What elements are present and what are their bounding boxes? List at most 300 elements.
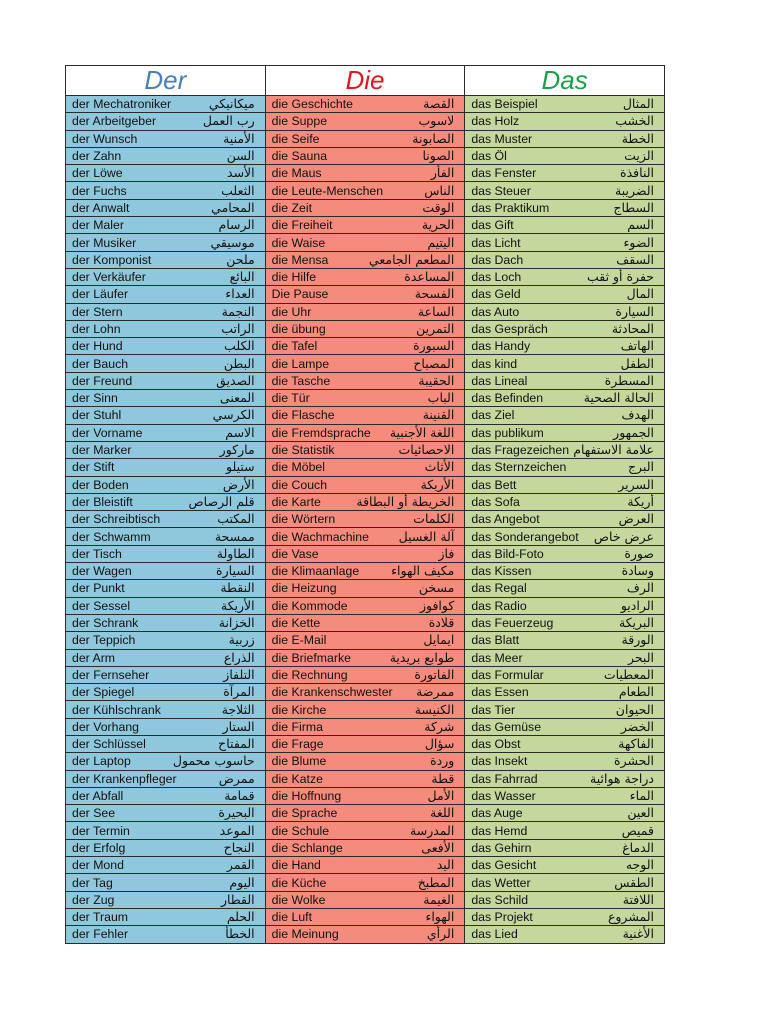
- der-entry: [66, 771, 265, 787]
- der-german-word: der Fuchs: [72, 183, 127, 198]
- der-arabic-translation: المحامي: [211, 199, 255, 215]
- table-row: [66, 580, 665, 597]
- das-arabic-translation: الضريبة: [615, 182, 654, 198]
- der-entry: [66, 528, 265, 544]
- das-entry: [465, 148, 664, 164]
- das-german-word: das Kissen: [471, 564, 532, 579]
- der-german-word: der Schwamm: [72, 529, 151, 544]
- table-body: [66, 96, 665, 944]
- der-german-word: der See: [72, 806, 116, 821]
- das-cell: [465, 234, 665, 251]
- die-cell: [265, 545, 465, 562]
- das-german-word: das Geld: [471, 287, 521, 302]
- der-german-word: der Erfolg: [72, 840, 126, 855]
- das-entry: [465, 822, 664, 838]
- das-entry: [465, 667, 664, 683]
- die-german-word: die Katze: [271, 771, 323, 786]
- die-cell: [265, 528, 465, 545]
- der-cell: [66, 476, 266, 493]
- das-entry: [465, 580, 664, 596]
- der-german-word: der Traum: [72, 910, 129, 925]
- die-german-word: die Wachmachine: [271, 529, 369, 544]
- das-entry: [465, 96, 664, 112]
- der-arabic-translation: الصديق: [216, 372, 255, 388]
- der-entry: [66, 650, 265, 666]
- das-german-word: das Handy: [471, 339, 531, 354]
- der-entry: [66, 580, 265, 596]
- die-entry: [266, 252, 465, 268]
- der-cell: [66, 666, 266, 683]
- der-german-word: der Stift: [72, 460, 115, 475]
- das-german-word: das Sternzeichen: [471, 460, 567, 475]
- das-cell: [465, 908, 665, 925]
- der-cell: [66, 147, 266, 164]
- das-entry: [465, 407, 664, 423]
- table-row: [66, 147, 665, 164]
- das-cell: [465, 217, 665, 234]
- der-cell: [66, 355, 266, 372]
- das-german-word: das Essen: [471, 685, 529, 700]
- der-german-word: der Sinn: [72, 391, 118, 406]
- das-german-word: das publikum: [471, 425, 544, 440]
- die-cell: [265, 199, 465, 216]
- der-arabic-translation: النجاح: [223, 839, 255, 855]
- der-entry: [66, 857, 265, 873]
- die-entry: [266, 304, 465, 320]
- die-cell: [265, 839, 465, 856]
- der-cell: [66, 632, 266, 649]
- das-cell: [465, 268, 665, 285]
- die-arabic-translation: ممرضة: [416, 684, 455, 700]
- die-entry: [266, 771, 465, 787]
- der-german-word: der Teppich: [72, 633, 136, 648]
- das-entry: [465, 650, 664, 666]
- die-arabic-translation: اليد: [436, 857, 455, 873]
- die-entry: [266, 788, 465, 804]
- der-entry: [66, 546, 265, 562]
- das-german-word: das Gift: [471, 218, 514, 233]
- die-arabic-translation: وردة: [430, 753, 455, 769]
- das-cell: [465, 597, 665, 614]
- das-german-word: das Befinden: [471, 391, 544, 406]
- die-arabic-translation: طوابع بريدية: [389, 649, 455, 665]
- der-entry: [66, 840, 265, 856]
- die-arabic-translation: شركة: [424, 718, 455, 734]
- die-german-word: die Lampe: [271, 356, 330, 371]
- das-arabic-translation: الخضر: [620, 718, 654, 734]
- die-arabic-translation: السبورة: [413, 338, 455, 354]
- die-cell: [265, 857, 465, 874]
- der-entry: [66, 338, 265, 354]
- table-row: [66, 684, 665, 701]
- der-german-word: der Tisch: [72, 546, 122, 561]
- die-cell: [265, 130, 465, 147]
- der-arabic-translation: ميكانيكي: [208, 96, 255, 112]
- das-arabic-translation: السقف: [616, 251, 654, 267]
- table-row: [66, 805, 665, 822]
- das-arabic-translation: المشروع: [607, 909, 654, 925]
- die-german-word: die Zeit: [271, 200, 312, 215]
- der-entry: [66, 200, 265, 216]
- der-entry: [66, 96, 265, 112]
- der-german-word: der Boden: [72, 477, 129, 492]
- das-german-word: das Hemd: [471, 823, 528, 838]
- die-entry: [266, 113, 465, 129]
- table-row: [66, 217, 665, 234]
- die-german-word: die Küche: [271, 875, 327, 890]
- die-german-word: die Waise: [271, 235, 326, 250]
- das-german-word: das Auge: [471, 806, 523, 821]
- das-arabic-translation: العرض: [618, 511, 654, 527]
- das-arabic-translation: الوجه: [625, 857, 654, 873]
- der-arabic-translation: الثلاجة: [221, 701, 255, 717]
- die-cell: [265, 770, 465, 787]
- der-entry: [66, 511, 265, 527]
- table-row: [66, 735, 665, 752]
- der-german-word: der Wagen: [72, 564, 132, 579]
- der-cell: [66, 130, 266, 147]
- die-arabic-translation: ايمايل: [423, 632, 455, 648]
- der-german-word: der Wunsch: [72, 131, 138, 146]
- das-german-word: das kind: [471, 356, 518, 371]
- das-arabic-translation: الطقس: [614, 874, 654, 890]
- der-german-word: der Schlüssel: [72, 737, 146, 752]
- der-entry: [66, 805, 265, 821]
- der-cell: [66, 268, 266, 285]
- table-row: [66, 718, 665, 735]
- das-arabic-translation: المال: [626, 286, 654, 302]
- das-arabic-translation: الرف: [626, 580, 654, 596]
- der-arabic-translation: النقطة: [220, 580, 255, 596]
- die-cell: [265, 407, 465, 424]
- die-entry: [266, 459, 465, 475]
- das-german-word: das Gemüse: [471, 719, 542, 734]
- das-arabic-translation: الطفل: [620, 355, 654, 371]
- der-entry: [66, 252, 265, 268]
- die-german-word: die Kette: [271, 616, 321, 631]
- das-arabic-translation: السرير: [618, 476, 654, 492]
- table-row: [66, 908, 665, 925]
- die-arabic-translation: الباب: [427, 390, 455, 406]
- der-arabic-translation: المكتب: [217, 511, 255, 527]
- das-arabic-translation: عرض خاص: [593, 528, 654, 544]
- der-arabic-translation: النجمة: [221, 303, 255, 319]
- die-cell: [265, 234, 465, 251]
- der-cell: [66, 338, 266, 355]
- das-cell: [465, 199, 665, 216]
- der-entry: [66, 113, 265, 129]
- das-entry: [465, 736, 664, 752]
- die-arabic-translation: الفسحة: [414, 286, 455, 302]
- header-die: Die: [265, 66, 465, 96]
- das-cell: [465, 390, 665, 407]
- das-arabic-translation: الضوء: [623, 234, 654, 250]
- table-row: [66, 822, 665, 839]
- die-entry: [266, 321, 465, 337]
- die-german-word: die Maus: [271, 166, 322, 181]
- das-entry: [465, 373, 664, 389]
- das-cell: [465, 735, 665, 752]
- das-cell: [465, 476, 665, 493]
- die-arabic-translation: الرأي: [426, 926, 455, 942]
- der-entry: [66, 459, 265, 475]
- das-entry: [465, 753, 664, 769]
- das-arabic-translation: الأغنية: [622, 926, 654, 942]
- der-german-word: der Läufer: [72, 287, 129, 302]
- table-row: [66, 926, 665, 943]
- der-cell: [66, 165, 266, 182]
- die-cell: [265, 182, 465, 199]
- die-german-word: die Frage: [271, 737, 324, 752]
- die-cell: [265, 147, 465, 164]
- das-cell: [465, 96, 665, 113]
- die-german-word: die übung: [271, 322, 326, 336]
- die-cell: [265, 390, 465, 407]
- der-cell: [66, 545, 266, 562]
- das-german-word: das Dach: [471, 252, 524, 267]
- das-entry: [465, 390, 664, 406]
- das-german-word: das Muster: [471, 131, 533, 146]
- table-row: [66, 407, 665, 424]
- das-arabic-translation: الراديو: [620, 597, 654, 613]
- der-entry: [66, 684, 265, 700]
- das-entry: [465, 528, 664, 544]
- der-entry: [66, 788, 265, 804]
- das-entry: [465, 442, 664, 458]
- das-arabic-translation: الفاكهة: [618, 736, 654, 752]
- die-cell: [265, 459, 465, 476]
- das-entry: [465, 217, 664, 233]
- die-entry: [266, 546, 465, 562]
- die-german-word: die Firma: [271, 719, 323, 734]
- der-cell: [66, 753, 266, 770]
- die-entry: [266, 200, 465, 216]
- das-arabic-translation: علامة الاستفهام: [573, 442, 654, 458]
- der-german-word: der Stern: [72, 304, 123, 319]
- das-arabic-translation: وسادة: [621, 563, 654, 579]
- die-arabic-translation: سؤال: [424, 736, 455, 752]
- die-cell: [265, 96, 465, 113]
- das-cell: [465, 372, 665, 389]
- der-arabic-translation: قلم الرصاص: [188, 493, 255, 509]
- der-entry: [66, 182, 265, 198]
- der-entry: [66, 563, 265, 579]
- der-arabic-translation: اليوم: [229, 874, 255, 890]
- der-entry: [66, 736, 265, 752]
- der-cell: [66, 286, 266, 303]
- die-cell: [265, 493, 465, 510]
- header-der: Der: [66, 66, 266, 96]
- der-entry: [66, 494, 265, 510]
- das-arabic-translation: الخشب: [615, 113, 654, 129]
- das-cell: [465, 649, 665, 666]
- der-german-word: der Fehler: [72, 927, 129, 942]
- die-arabic-translation: الصونا: [422, 148, 455, 164]
- die-entry: [266, 650, 465, 666]
- das-cell: [465, 407, 665, 424]
- der-arabic-translation: ماركور: [219, 442, 255, 458]
- der-arabic-translation: حاسوب محمول: [172, 753, 255, 769]
- das-cell: [465, 320, 665, 337]
- das-cell: [465, 165, 665, 182]
- der-entry: [66, 165, 265, 181]
- der-german-word: der Anwalt: [72, 200, 130, 215]
- die-arabic-translation: الكلمات: [413, 511, 455, 527]
- die-german-word: die Suppe: [271, 114, 328, 129]
- der-german-word: der Termin: [72, 823, 130, 838]
- der-entry: [66, 892, 265, 908]
- table-row: [66, 303, 665, 320]
- das-arabic-translation: النافذة: [620, 165, 654, 181]
- table-row: [66, 96, 665, 113]
- die-entry: [266, 563, 465, 579]
- table-row: [66, 476, 665, 493]
- die-entry: [266, 857, 465, 873]
- der-arabic-translation: المرآة: [223, 684, 255, 700]
- das-arabic-translation: الطعام: [618, 684, 654, 700]
- die-german-word: die Freiheit: [271, 218, 333, 233]
- das-entry: [465, 477, 664, 493]
- der-entry: [66, 598, 265, 614]
- die-arabic-translation: الوقت: [422, 199, 455, 215]
- die-cell: [265, 908, 465, 925]
- die-cell: [265, 217, 465, 234]
- das-cell: [465, 286, 665, 303]
- die-entry: [266, 494, 465, 510]
- der-german-word: der Laptop: [72, 754, 131, 769]
- das-entry: [465, 926, 664, 942]
- table-row: [66, 528, 665, 545]
- das-arabic-translation: الحيوان: [615, 701, 654, 717]
- das-entry: [465, 615, 664, 631]
- table-row: [66, 839, 665, 856]
- der-arabic-translation: الحلم: [226, 909, 255, 925]
- das-arabic-translation: حفرة أو ثقب: [586, 269, 654, 285]
- das-arabic-translation: الماء: [629, 788, 654, 804]
- der-arabic-translation: البائع: [229, 269, 255, 285]
- die-entry: [266, 217, 465, 233]
- die-cell: [265, 338, 465, 355]
- das-german-word: das Sofa: [471, 494, 520, 509]
- table-row: [66, 338, 665, 355]
- die-cell: [265, 926, 465, 943]
- der-german-word: der Verkäufer: [72, 270, 146, 285]
- der-german-word: der Vorhang: [72, 719, 140, 734]
- der-arabic-translation: ممسحة: [214, 528, 255, 544]
- der-arabic-translation: رب العمل: [202, 113, 255, 129]
- die-german-word: die Flasche: [271, 408, 335, 423]
- die-german-word: die Kirche: [271, 702, 327, 717]
- der-cell: [66, 493, 266, 510]
- der-cell: [66, 320, 266, 337]
- der-arabic-translation: العداء: [225, 286, 255, 302]
- die-german-word: die Sprache: [271, 806, 338, 821]
- das-german-word: das Beispiel: [471, 97, 538, 112]
- der-arabic-translation: الثعلب: [221, 182, 255, 198]
- der-cell: [66, 372, 266, 389]
- die-cell: [265, 805, 465, 822]
- table-row: [66, 234, 665, 251]
- das-german-word: das Regal: [471, 581, 527, 596]
- table-row: [66, 891, 665, 908]
- das-cell: [465, 926, 665, 943]
- der-german-word: der Lohn: [72, 322, 121, 336]
- der-arabic-translation: الذراع: [223, 649, 255, 665]
- der-entry: [66, 753, 265, 769]
- der-german-word: der Krankenpfleger: [72, 771, 177, 786]
- das-german-word: das Gehirn: [471, 840, 532, 855]
- das-german-word: das Licht: [471, 235, 521, 250]
- der-entry: [66, 286, 265, 302]
- das-cell: [465, 666, 665, 683]
- die-arabic-translation: لاسوب: [418, 113, 455, 129]
- die-entry: [266, 892, 465, 908]
- der-cell: [66, 182, 266, 199]
- das-arabic-translation: الهاتف: [620, 338, 654, 354]
- die-german-word: die Tasche: [271, 373, 331, 388]
- der-cell: [66, 251, 266, 268]
- das-german-word: das Schild: [471, 892, 529, 907]
- der-cell: [66, 735, 266, 752]
- der-german-word: der Schreibtisch: [72, 512, 161, 527]
- der-cell: [66, 649, 266, 666]
- die-entry: [266, 701, 465, 717]
- table-row: [66, 199, 665, 216]
- die-german-word: die Meinung: [271, 927, 339, 942]
- der-cell: [66, 459, 266, 476]
- table-row: [66, 770, 665, 787]
- die-cell: [265, 822, 465, 839]
- das-entry: [465, 701, 664, 717]
- das-german-word: das Tier: [471, 702, 516, 717]
- das-cell: [465, 874, 665, 891]
- die-german-word: die Schlange: [271, 840, 343, 855]
- das-german-word: das Gesicht: [471, 858, 537, 873]
- das-cell: [465, 338, 665, 355]
- der-arabic-translation: الأريكة: [220, 597, 255, 613]
- die-arabic-translation: مكيف الهواء: [391, 563, 455, 579]
- das-entry: [465, 788, 664, 804]
- der-german-word: der Stuhl: [72, 408, 122, 423]
- das-german-word: das Steuer: [471, 183, 531, 198]
- table-row: [66, 632, 665, 649]
- der-arabic-translation: الأرض: [222, 476, 255, 492]
- das-arabic-translation: الورقة: [621, 632, 654, 648]
- table-row: [66, 441, 665, 458]
- die-cell: [265, 787, 465, 804]
- das-german-word: das Blatt: [471, 633, 520, 648]
- das-arabic-translation: المثال: [622, 96, 654, 112]
- der-arabic-translation: المفتاح: [218, 736, 255, 752]
- das-cell: [465, 182, 665, 199]
- der-cell: [66, 908, 266, 925]
- das-entry: [465, 252, 664, 268]
- das-german-word: das Auto: [471, 304, 520, 319]
- das-entry: [465, 304, 664, 320]
- die-german-word: die Tür: [271, 391, 310, 406]
- die-arabic-translation: الحقيبة: [418, 372, 455, 388]
- die-entry: [266, 719, 465, 735]
- der-entry: [66, 355, 265, 371]
- der-german-word: der Tag: [72, 875, 113, 890]
- der-entry: [66, 304, 265, 320]
- das-german-word: das Lied: [471, 927, 518, 942]
- der-cell: [66, 857, 266, 874]
- die-german-word: die Möbel: [271, 460, 325, 475]
- die-cell: [265, 320, 465, 337]
- das-arabic-translation: المسطرة: [604, 372, 654, 388]
- das-cell: [465, 891, 665, 908]
